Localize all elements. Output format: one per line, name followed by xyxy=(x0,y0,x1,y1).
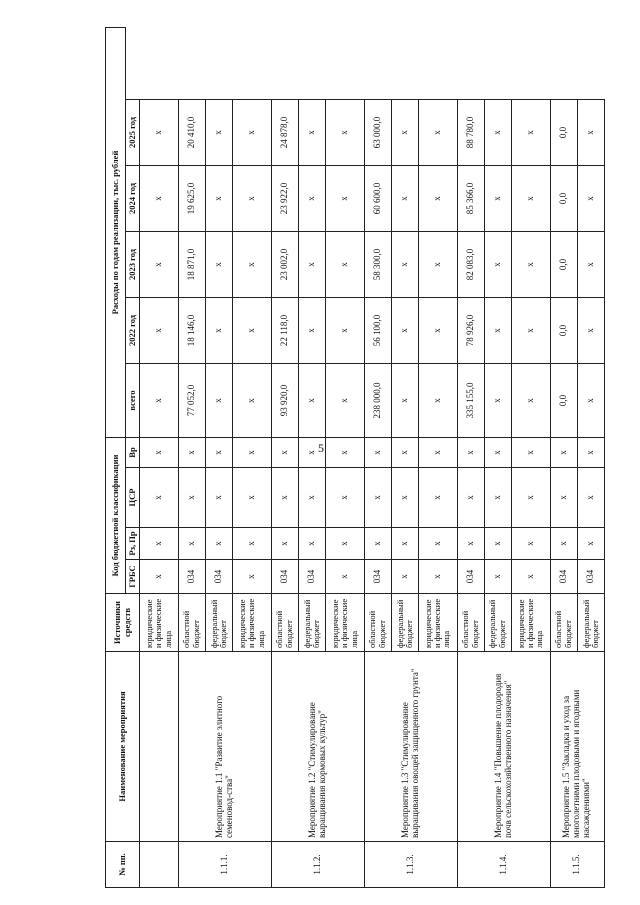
total-cell: х xyxy=(577,364,604,438)
row-number: 1.1.5. xyxy=(550,842,604,888)
grbs-cell: 034 xyxy=(298,560,325,594)
total-cell: х xyxy=(511,364,550,438)
csr-cell: х xyxy=(577,468,604,528)
header-total: всего xyxy=(126,364,140,438)
budget-table-wrapper xyxy=(105,28,605,888)
y2025-cell: х xyxy=(577,100,604,166)
total-cell: 335 155,0 xyxy=(457,364,484,438)
y2022-cell: х xyxy=(484,298,511,364)
csr-cell: х xyxy=(298,468,325,528)
y2023-cell: 18 871,0 xyxy=(178,232,205,298)
header-csr: ЦСР xyxy=(126,468,140,528)
grbs-cell: 034 xyxy=(178,560,205,594)
y2023-cell: х xyxy=(391,232,418,298)
source-cell: федеральный бюджет xyxy=(577,594,604,652)
grbs-cell: х xyxy=(391,560,418,594)
total-cell: х xyxy=(391,364,418,438)
y2022-cell: х xyxy=(391,298,418,364)
y2023-cell: х xyxy=(232,232,271,298)
rzpr-cell: х xyxy=(484,528,511,560)
vr-cell: х xyxy=(364,438,391,468)
total-cell: 77 052,0 xyxy=(178,364,205,438)
vr-cell: х xyxy=(325,438,364,468)
y2023-cell: х xyxy=(484,232,511,298)
total-cell: 93 920,0 xyxy=(271,364,298,438)
y2025-cell: х xyxy=(232,100,271,166)
y2023-cell: 58 300,0 xyxy=(364,232,391,298)
csr-cell: х xyxy=(178,468,205,528)
header-2022: 2022 год xyxy=(126,298,140,364)
rzpr-cell: х xyxy=(457,528,484,560)
source-cell: федеральный бюджет xyxy=(298,594,325,652)
y2023-cell: х xyxy=(325,232,364,298)
csr-cell: х xyxy=(325,468,364,528)
y2024-cell: х xyxy=(205,166,232,232)
y2023-cell: х xyxy=(298,232,325,298)
csr-cell: х xyxy=(271,468,298,528)
rzpr-cell: х xyxy=(577,528,604,560)
budget-table xyxy=(105,27,605,888)
rzpr-cell: х xyxy=(232,528,271,560)
vr-cell: х xyxy=(178,438,205,468)
y2022-cell: х xyxy=(325,298,364,364)
y2025-cell: х xyxy=(391,100,418,166)
source-cell: юридические и физические лица xyxy=(140,594,179,652)
grbs-cell: х xyxy=(484,560,511,594)
y2025-cell: 24 878,0 xyxy=(271,100,298,166)
table-row xyxy=(550,27,577,887)
y2022-cell: 18 146,0 xyxy=(178,298,205,364)
rzpr-cell: х xyxy=(550,528,577,560)
grbs-cell: 034 xyxy=(364,560,391,594)
grbs-cell: х xyxy=(232,560,271,594)
csr-cell: х xyxy=(140,468,179,528)
source-cell: федеральный бюджет xyxy=(205,594,232,652)
grbs-cell: х xyxy=(140,560,179,594)
y2022-cell: х xyxy=(140,298,179,364)
page-number: 5 xyxy=(318,441,324,455)
row-number: 1.1.4. xyxy=(457,842,550,888)
header-2025: 2025 год xyxy=(126,100,140,166)
csr-cell: х xyxy=(457,468,484,528)
csr-cell: х xyxy=(550,468,577,528)
y2025-cell: х xyxy=(484,100,511,166)
y2024-cell: 85 366,0 xyxy=(457,166,484,232)
vr-cell: х xyxy=(205,438,232,468)
source-cell: областной бюджет xyxy=(178,594,205,652)
activity-name xyxy=(140,652,179,842)
total-cell: 238 000,0 xyxy=(364,364,391,438)
y2023-cell: х xyxy=(511,232,550,298)
rzpr-cell: х xyxy=(511,528,550,560)
y2024-cell: х xyxy=(511,166,550,232)
table-row xyxy=(178,27,205,887)
total-cell: х xyxy=(232,364,271,438)
header-grbs: ГРБС xyxy=(126,560,140,594)
y2023-cell: 0,0 xyxy=(550,232,577,298)
rzpr-cell: х xyxy=(205,528,232,560)
vr-cell: х xyxy=(484,438,511,468)
vr-cell: х xyxy=(232,438,271,468)
csr-cell: х xyxy=(484,468,511,528)
y2024-cell: х xyxy=(577,166,604,232)
header-rzpr: Рз, Пр xyxy=(126,528,140,560)
y2024-cell: х xyxy=(391,166,418,232)
activity-name: Мероприятие 1.5 "Закладка и уход за многолетними плодовыми и ягодными насаждениями" xyxy=(550,652,604,842)
y2025-cell: х xyxy=(325,100,364,166)
header-2024: 2024 год xyxy=(126,166,140,232)
source-cell: областной бюджет xyxy=(364,594,391,652)
rzpr-cell: х xyxy=(178,528,205,560)
y2023-cell: 82 083,0 xyxy=(457,232,484,298)
y2023-cell: х xyxy=(418,232,457,298)
source-cell: юридические и физические лица xyxy=(232,594,271,652)
source-cell: юридические и физические лица xyxy=(325,594,364,652)
source-cell: областной бюджет xyxy=(271,594,298,652)
table-row xyxy=(271,27,298,887)
y2024-cell: х xyxy=(298,166,325,232)
y2022-cell: х xyxy=(232,298,271,364)
source-cell: областной бюджет xyxy=(457,594,484,652)
grbs-cell: х xyxy=(418,560,457,594)
row-number: 1.1.3. xyxy=(364,842,457,888)
header-source: Источники средств xyxy=(106,594,140,652)
y2025-cell: х xyxy=(298,100,325,166)
csr-cell: х xyxy=(418,468,457,528)
vr-cell: х xyxy=(577,438,604,468)
rzpr-cell: х xyxy=(325,528,364,560)
y2024-cell: х xyxy=(232,166,271,232)
csr-cell: х xyxy=(205,468,232,528)
y2025-cell: 0,0 xyxy=(550,100,577,166)
csr-cell: х xyxy=(364,468,391,528)
y2022-cell: х xyxy=(205,298,232,364)
vr-cell: х xyxy=(271,438,298,468)
y2022-cell: х xyxy=(577,298,604,364)
vr-cell: х xyxy=(457,438,484,468)
total-cell: х xyxy=(325,364,364,438)
y2022-cell: х xyxy=(298,298,325,364)
table-row xyxy=(364,27,391,887)
table-row xyxy=(457,27,484,887)
source-cell: юридические и физические лица xyxy=(418,594,457,652)
total-cell: х xyxy=(205,364,232,438)
y2025-cell: 20 410,0 xyxy=(178,100,205,166)
activity-name: Мероприятие 1.1 "Развитие элитного семеновод-ства" xyxy=(178,652,271,842)
rzpr-cell: х xyxy=(391,528,418,560)
rzpr-cell: х xyxy=(271,528,298,560)
y2023-cell: х xyxy=(577,232,604,298)
grbs-cell: х xyxy=(325,560,364,594)
total-cell: х xyxy=(140,364,179,438)
table-body xyxy=(140,27,605,887)
header-name: Наименование мероприятия xyxy=(106,652,140,842)
source-cell: юридические и физические лица xyxy=(511,594,550,652)
total-cell: х xyxy=(418,364,457,438)
total-cell: 0,0 xyxy=(550,364,577,438)
y2025-cell: х xyxy=(205,100,232,166)
header-budget-group: Код бюджетной классификации xyxy=(106,438,126,594)
header-num: № пп. xyxy=(106,842,140,888)
activity-name: Мероприятие 1.4 "Повышение плодородия почв сельскохозяйственного назначения" xyxy=(457,652,550,842)
grbs-cell: 034 xyxy=(457,560,484,594)
row-number: 1.1.2. xyxy=(271,842,364,888)
rzpr-cell: х xyxy=(364,528,391,560)
grbs-cell: 034 xyxy=(577,560,604,594)
y2022-cell: 22 118,0 xyxy=(271,298,298,364)
rzpr-cell: х xyxy=(298,528,325,560)
csr-cell: х xyxy=(391,468,418,528)
header-expense-group: Расходы по годам реализации, тыс. рублей xyxy=(106,27,126,437)
source-cell: областной бюджет xyxy=(550,594,577,652)
row-number xyxy=(140,842,179,888)
vr-cell: х xyxy=(550,438,577,468)
total-cell: х xyxy=(484,364,511,438)
rzpr-cell: х xyxy=(418,528,457,560)
y2023-cell: х xyxy=(140,232,179,298)
y2024-cell: 23 922,0 xyxy=(271,166,298,232)
csr-cell: х xyxy=(232,468,271,528)
vr-cell: х xyxy=(298,438,325,468)
y2025-cell: х xyxy=(418,100,457,166)
y2022-cell: 56 100,0 xyxy=(364,298,391,364)
y2025-cell: 88 780,0 xyxy=(457,100,484,166)
vr-cell: х xyxy=(140,438,179,468)
csr-cell: х xyxy=(511,468,550,528)
vr-cell: х xyxy=(391,438,418,468)
rzpr-cell: х xyxy=(140,528,179,560)
grbs-cell: 034 xyxy=(550,560,577,594)
header-vr: Вр xyxy=(126,438,140,468)
y2024-cell: 19 625,0 xyxy=(178,166,205,232)
grbs-cell: х xyxy=(511,560,550,594)
vr-cell: х xyxy=(511,438,550,468)
y2025-cell: 63 000,0 xyxy=(364,100,391,166)
grbs-cell: 034 xyxy=(205,560,232,594)
y2022-cell: х xyxy=(511,298,550,364)
row-number: 1.1.1. xyxy=(178,842,271,888)
y2023-cell: 23 002,0 xyxy=(271,232,298,298)
source-cell: федеральный бюджет xyxy=(484,594,511,652)
source-cell: федеральный бюджет xyxy=(391,594,418,652)
grbs-cell: 034 xyxy=(271,560,298,594)
y2024-cell: х xyxy=(418,166,457,232)
total-cell: х xyxy=(298,364,325,438)
activity-name: Мероприятие 1.2 "Стимулирование выращивания кормовых культур" xyxy=(271,652,364,842)
y2022-cell: 0,0 xyxy=(550,298,577,364)
header-2023: 2023 год xyxy=(126,232,140,298)
activity-name: Мероприятие 1.3 "Стимулирование выращивания овощей защищенного грунта" xyxy=(364,652,457,842)
y2024-cell: 60 600,0 xyxy=(364,166,391,232)
y2022-cell: 78 926,0 xyxy=(457,298,484,364)
vr-cell: х xyxy=(418,438,457,468)
y2024-cell: 0,0 xyxy=(550,166,577,232)
y2025-cell: х xyxy=(140,100,179,166)
y2025-cell: х xyxy=(511,100,550,166)
y2024-cell: х xyxy=(484,166,511,232)
y2024-cell: х xyxy=(140,166,179,232)
y2024-cell: х xyxy=(325,166,364,232)
table-row xyxy=(140,27,179,887)
y2022-cell: х xyxy=(418,298,457,364)
y2023-cell: х xyxy=(205,232,232,298)
rotated-sheet xyxy=(105,28,605,888)
